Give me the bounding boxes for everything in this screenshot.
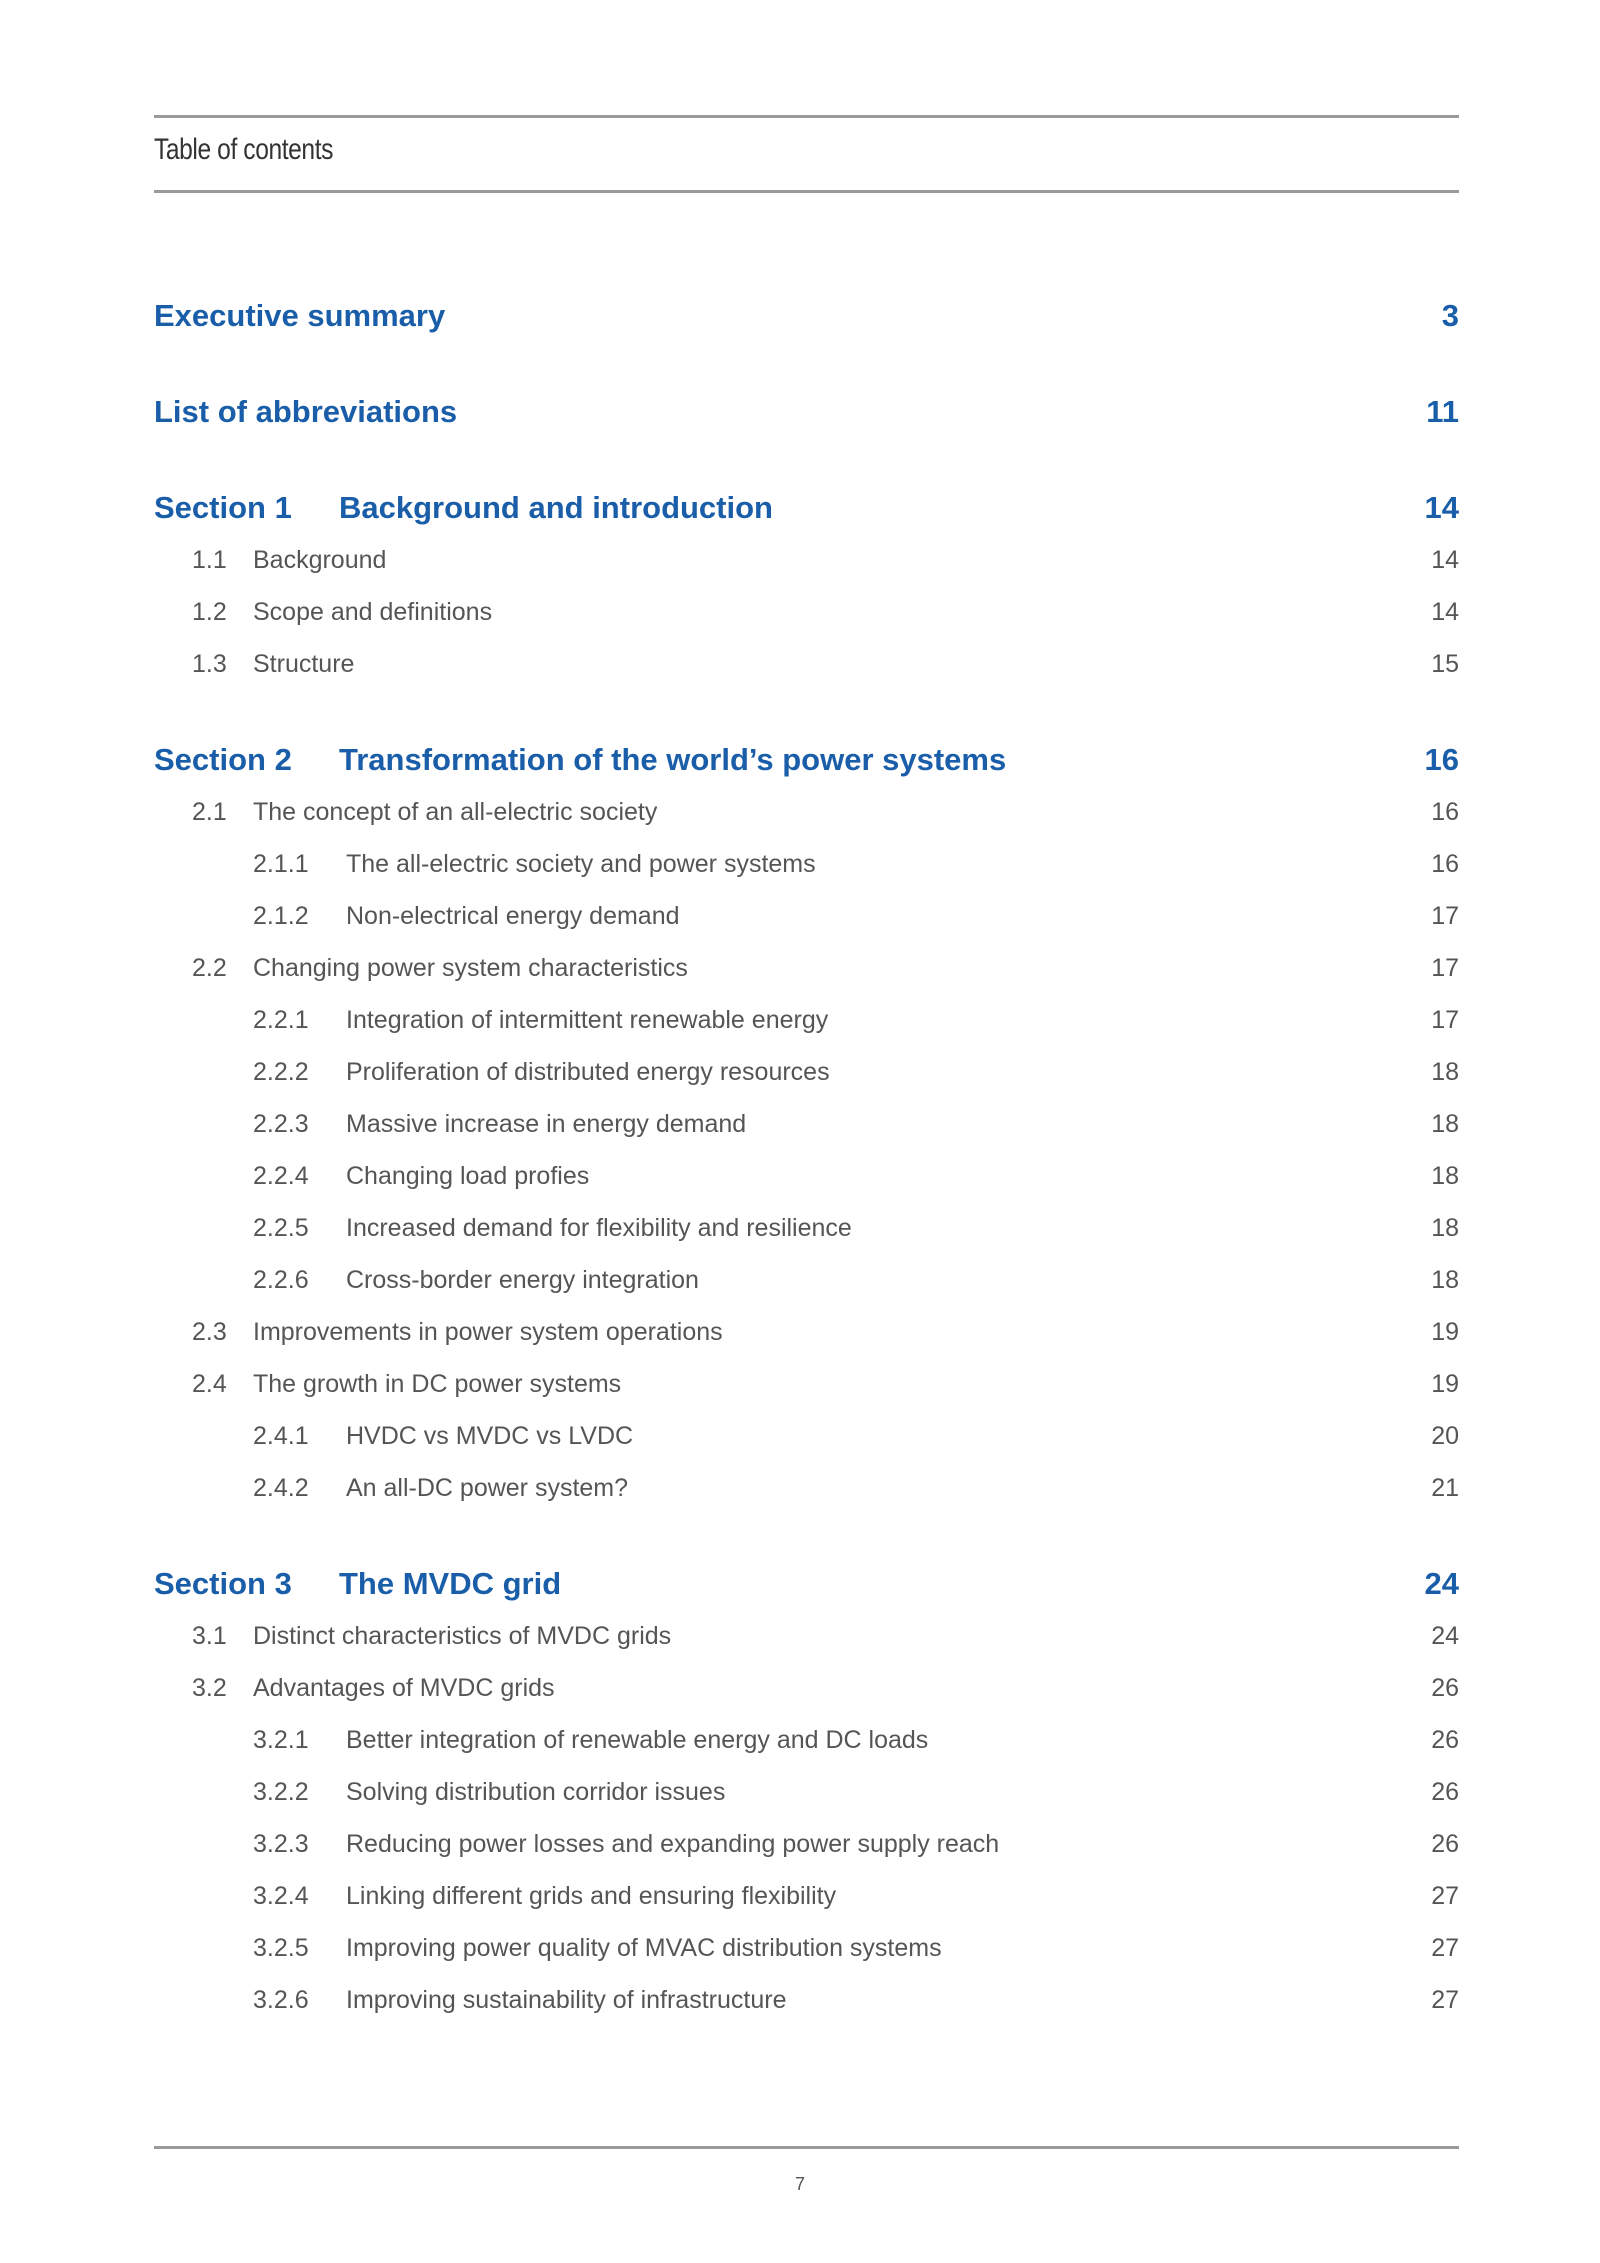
toc-entry[interactable] — [154, 838, 1459, 890]
toc-entry[interactable] — [154, 1662, 1459, 1714]
toc-entry-page: 27 — [1431, 1986, 1459, 2014]
page-header-title: Table of contents — [154, 133, 334, 166]
header-top-rule — [154, 115, 1459, 118]
toc-heading-entry[interactable] — [154, 386, 1459, 438]
toc-entry-page: 16 — [1424, 742, 1459, 777]
toc-entry[interactable] — [154, 1870, 1459, 1922]
toc-entry-number: 2.1.1 — [253, 850, 309, 878]
toc-entry[interactable] — [154, 1922, 1459, 1974]
toc-entry-page: 26 — [1431, 1674, 1459, 1702]
toc-entry-page: 18 — [1431, 1214, 1459, 1242]
toc-entry[interactable] — [154, 1150, 1459, 1202]
toc-entry-page: 18 — [1431, 1162, 1459, 1190]
toc-entry[interactable] — [154, 1046, 1459, 1098]
toc-entry-number: 3.2.5 — [253, 1934, 309, 1962]
toc-entry-page: 19 — [1431, 1318, 1459, 1346]
toc-entry-number: 3.2.4 — [253, 1882, 309, 1910]
toc-entry-title[interactable]: Massive increase in energy demand — [346, 1110, 747, 1138]
toc-entry[interactable] — [154, 1610, 1459, 1662]
toc-entry-title[interactable]: Advantages of MVDC grids — [253, 1674, 555, 1702]
toc-entry-title[interactable]: An all-DC power system? — [346, 1474, 629, 1502]
toc-entry-page: 15 — [1431, 650, 1459, 678]
toc-entry-title[interactable]: Improving sustainability of infrastructure — [346, 1986, 787, 2014]
toc-entry-number: Section 2 — [154, 742, 292, 777]
header-bottom-rule — [154, 190, 1459, 193]
toc-entry-title[interactable]: Solving distribution corridor issues — [346, 1778, 726, 1806]
toc-entry-page: 3 — [1441, 298, 1459, 333]
toc-entry-number: 2.4.2 — [253, 1474, 309, 1502]
toc-entry-title[interactable]: Transformation of the world’s power systems — [339, 742, 1007, 777]
toc-entry-page: 26 — [1431, 1778, 1459, 1806]
toc-entry-page: 14 — [1431, 546, 1459, 574]
toc-entry-page: 11 — [1426, 394, 1459, 429]
toc-entry-title[interactable]: Executive summary — [154, 298, 446, 333]
toc-entry-title[interactable]: Better integration of renewable energy and DC loads — [346, 1726, 929, 1754]
toc-entry-number: 2.2.5 — [253, 1214, 309, 1242]
toc-entry-number: 3.2.2 — [253, 1778, 309, 1806]
toc-entry-title[interactable]: Improving power quality of MVAC distribution systems — [346, 1934, 942, 1962]
toc-entry[interactable] — [154, 1462, 1459, 1514]
toc-entry-page: 16 — [1431, 850, 1459, 878]
toc-entry-title[interactable]: Reducing power losses and expanding power supply reach — [346, 1830, 1000, 1858]
toc-entry-page: 17 — [1431, 902, 1459, 930]
toc-entry-title[interactable]: Integration of intermittent renewable energy — [346, 1006, 829, 1034]
toc-entry-page: 18 — [1431, 1058, 1459, 1086]
toc-entry[interactable] — [154, 1714, 1459, 1766]
toc-entry-number: 3.2.1 — [253, 1726, 309, 1754]
toc-entry-page: 16 — [1431, 798, 1459, 826]
toc-entry-page: 24 — [1431, 1622, 1459, 1650]
toc-entry-page: 24 — [1424, 1566, 1459, 1601]
toc-entry[interactable] — [154, 1410, 1459, 1462]
toc-entry-title[interactable]: Distinct characteristics of MVDC grids — [253, 1622, 672, 1650]
toc-entry[interactable] — [154, 534, 1459, 586]
toc-entry-number: 1.1 — [192, 546, 227, 574]
toc-entry-title[interactable]: The all-electric society and power systems — [346, 850, 816, 878]
toc-entry[interactable] — [154, 942, 1459, 994]
toc-entry-page: 17 — [1431, 1006, 1459, 1034]
toc-entry-title[interactable]: The growth in DC power systems — [253, 1370, 622, 1398]
toc-entry-number: 2.2.2 — [253, 1058, 309, 1086]
toc-entry-title[interactable]: Background and introduction — [339, 490, 773, 525]
toc-entry-title[interactable]: Increased demand for flexibility and resilience — [346, 1214, 852, 1242]
toc-entry[interactable] — [154, 1766, 1459, 1818]
toc-entry[interactable] — [154, 1306, 1459, 1358]
toc-entry-title[interactable]: Changing power system characteristics — [253, 954, 688, 982]
toc-entry-title[interactable]: Non-electrical energy demand — [346, 902, 680, 930]
toc-entry[interactable] — [154, 890, 1459, 942]
toc-entry-title[interactable]: Scope and definitions — [253, 598, 493, 626]
toc-entry-page: 14 — [1431, 598, 1459, 626]
toc-entry[interactable] — [154, 1974, 1459, 2026]
toc-entry-number: 2.1.2 — [253, 902, 309, 930]
toc-entry-page: 21 — [1431, 1474, 1459, 1502]
toc-entry[interactable] — [154, 994, 1459, 1046]
toc-entry-number: 3.2.3 — [253, 1830, 309, 1858]
toc-entry-page: 26 — [1431, 1830, 1459, 1858]
toc-entry-page: 26 — [1431, 1726, 1459, 1754]
toc-entry-number: 2.2.1 — [253, 1006, 309, 1034]
toc-entry-number: Section 1 — [154, 490, 292, 525]
toc-entry-page: 14 — [1424, 490, 1459, 525]
table-of-contents — [154, 290, 1459, 2026]
toc-entry-title[interactable]: Structure — [253, 650, 355, 678]
toc-entry[interactable] — [154, 1818, 1459, 1870]
toc-heading-entry[interactable] — [154, 734, 1459, 786]
toc-heading-entry[interactable] — [154, 290, 1459, 342]
toc-entry-title[interactable]: Background — [253, 546, 387, 574]
toc-entry-number: 3.2.6 — [253, 1986, 309, 2014]
toc-entry-number: Section 3 — [154, 1566, 292, 1601]
toc-entry-number: 2.2.6 — [253, 1266, 309, 1294]
toc-entry-number: 2.4.1 — [253, 1422, 309, 1450]
footer-rule — [154, 2146, 1459, 2149]
toc-entry[interactable] — [154, 638, 1459, 690]
toc-entry-page: 27 — [1431, 1882, 1459, 1910]
toc-entry-page: 19 — [1431, 1370, 1459, 1398]
toc-entry-number: 2.3 — [192, 1318, 227, 1346]
toc-entry-number: 2.2.4 — [253, 1162, 309, 1190]
toc-entry[interactable] — [154, 586, 1459, 638]
toc-entry-number: 1.2 — [192, 598, 227, 626]
toc-entry-title[interactable]: Improvements in power system operations — [253, 1318, 723, 1346]
toc-entry-title[interactable]: The concept of an all-electric society — [253, 798, 658, 826]
toc-entry[interactable] — [154, 1254, 1459, 1306]
toc-entry-title[interactable]: The MVDC grid — [339, 1566, 562, 1601]
toc-entry[interactable] — [154, 1202, 1459, 1254]
toc-heading-entry[interactable] — [154, 1558, 1459, 1610]
toc-entry-number: 2.1 — [192, 798, 227, 826]
toc-entry-number: 3.1 — [192, 1622, 227, 1650]
toc-entry-number: 3.2 — [192, 1674, 227, 1702]
toc-entry-title[interactable]: Changing load profies — [346, 1162, 590, 1190]
toc-entry-title[interactable]: Cross-border energy integration — [346, 1266, 699, 1294]
toc-entry-page: 20 — [1431, 1422, 1459, 1450]
toc-entry[interactable] — [154, 1098, 1459, 1150]
toc-entry-page: 17 — [1431, 954, 1459, 982]
toc-entry-page: 18 — [1431, 1266, 1459, 1294]
toc-entry[interactable] — [154, 1358, 1459, 1410]
toc-entry-number: 2.2.3 — [253, 1110, 309, 1138]
toc-entry-title[interactable]: Linking different grids and ensuring flexibility — [346, 1882, 837, 1910]
toc-entry-page: 18 — [1431, 1110, 1459, 1138]
toc-entry-number: 2.4 — [192, 1370, 227, 1398]
toc-entry-number: 1.3 — [192, 650, 227, 678]
toc-entry-title[interactable]: Proliferation of distributed energy resources — [346, 1058, 830, 1086]
toc-entry-page: 27 — [1431, 1934, 1459, 1962]
toc-entry-number: 2.2 — [192, 954, 227, 982]
toc-entry-title[interactable]: HVDC vs MVDC vs LVDC — [346, 1422, 634, 1450]
toc-entry[interactable] — [154, 786, 1459, 838]
toc-heading-entry[interactable] — [154, 482, 1459, 534]
page-number: 7 — [794, 2174, 805, 2194]
toc-entry-title[interactable]: List of abbreviations — [154, 394, 458, 429]
